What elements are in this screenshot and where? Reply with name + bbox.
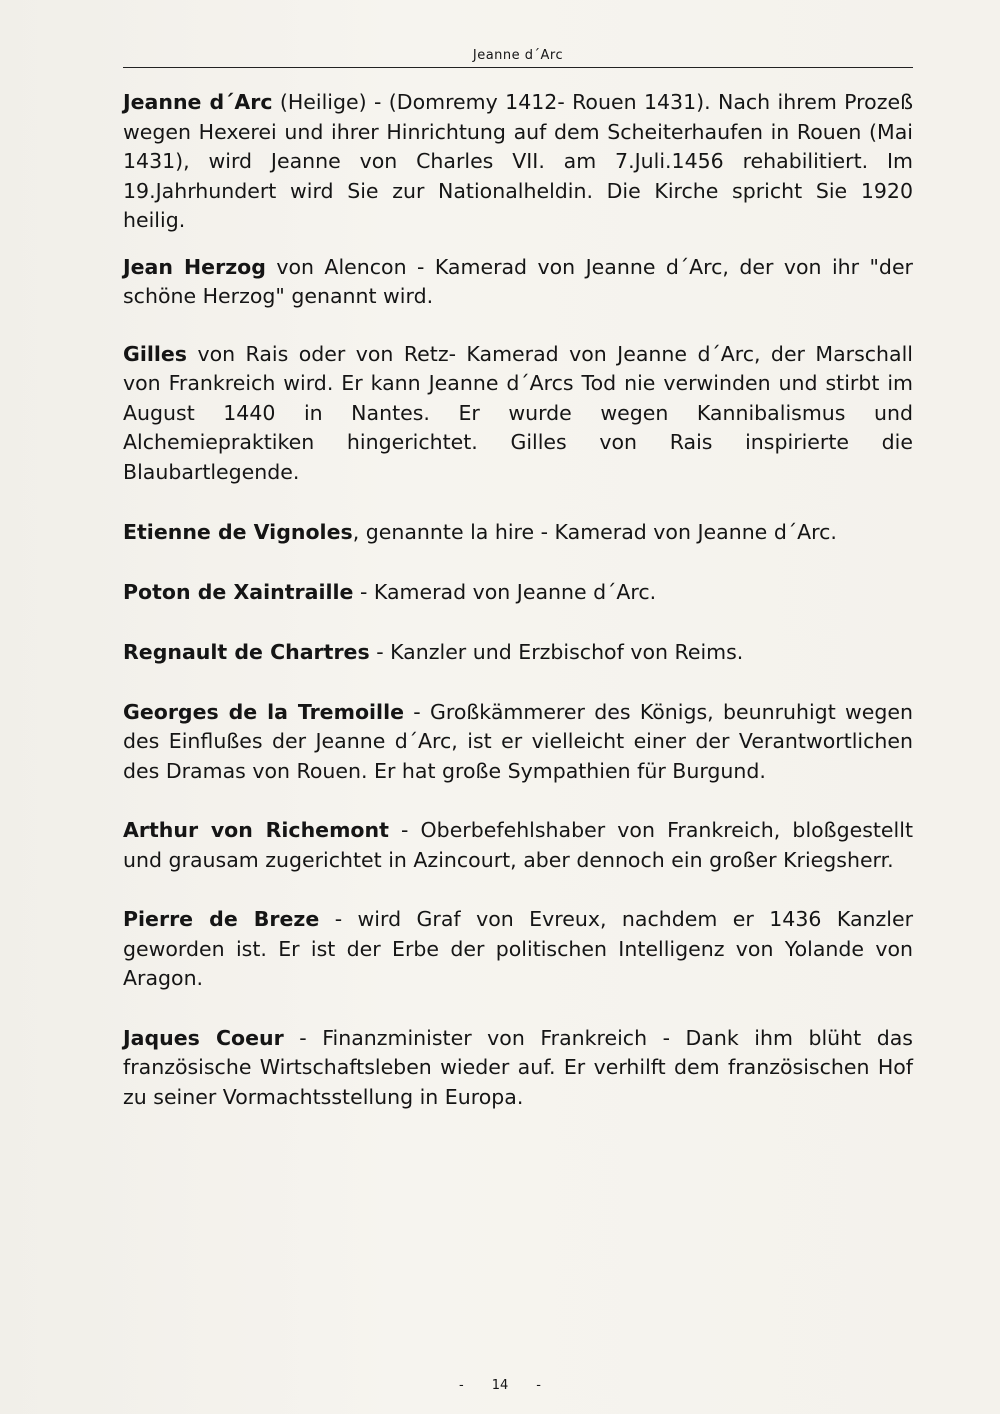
- entry-jeanne-darc: [123, 88, 913, 236]
- entry-arthur-von-richemont: [123, 816, 913, 875]
- entry-regnault-de-chartres: [123, 638, 913, 668]
- entry-gilles: [123, 340, 913, 488]
- entry-poton-de-xaintraille: [123, 578, 913, 608]
- entry-text: - Oberbefehlshaber von Frankreich, bloßgestellt und grausam zugerichtet in Azincourt, aber dennoch ein großer Kriegsherr.: [123, 818, 913, 872]
- entry-etienne-de-vignoles: [123, 518, 913, 548]
- entry-text: - wird Graf von Evreux, nachdem er 1436 Kanzler geworden ist. Er ist der Erbe der politischen Intelligenz von Yolande von Aragon.: [123, 907, 914, 990]
- entry-name: Gilles: [123, 341, 188, 366]
- entry-text: - Kamerad von Jeanne d´Arc.: [353, 579, 657, 604]
- page-number: 14: [491, 1378, 509, 1393]
- entry-text: - Finanzminister von Frankreich - Dank ihm blüht das französische Wirtschaftsleben wieder auf. Er verhilft dem französischen Hof zu seiner Vormachtsstellung in Europa.: [123, 1025, 913, 1109]
- entry-name: Georges de la Tremoille: [123, 699, 405, 724]
- entry-list: [123, 88, 913, 1112]
- entry-text: - Großkämmerer des Königs, beunruhigt wegen des Einflußes der Jeanne d´Arc, ist er vielleicht einer der Verantwortlichen des Dramas von Rouen. Er hat große Sympathien für Burgund.: [123, 699, 914, 783]
- entry-text: von Alencon - Kamerad von Jeanne d´Arc, der von ihr "der schöne Herzog" genannt wird.: [123, 254, 913, 308]
- entry-name: Jeanne d´Arc: [123, 90, 273, 114]
- footer-dash-left: -: [459, 1378, 464, 1393]
- running-header: Jeanne d´Arc: [472, 48, 564, 63]
- entry-name: Regnault de Chartres: [123, 640, 370, 664]
- entry-text: - Kanzler und Erzbischof von Reims.: [369, 640, 744, 664]
- entry-text: von Rais oder von Retz- Kamerad von Jeanne d´Arc, der Marschall von Frankreich wird. Er kann Jeanne d´Arcs Tod nie verwinden und stirbt im August 1440 in Nantes. Er wurde wegen Kannibalismus und Alchemiepraktiken hingerichtet. Gilles von Rais inspirierte die Blaubartlegende.: [123, 341, 913, 484]
- entry-text: (Heilige) - (Domremy 1412- Rouen 1431). Nach ihrem Prozeß wegen Hexerei und ihrer Hinrichtung auf dem Scheiterhaufen in Rouen (Mai 1431), wird Jeanne von Charles VII. am 7.Juli.1456 rehabilitiert. Im 19.Jahrhundert wird Sie zur Nationalheldin. Die Kirche spricht Sie 1920 heilig.: [123, 90, 913, 232]
- entry-georges-de-la-tremoille: [123, 698, 913, 787]
- entry-name: Poton de Xaintraille: [123, 579, 354, 604]
- entry-pierre-de-breze: [123, 905, 913, 994]
- entry-name: Pierre de Breze: [123, 907, 320, 931]
- header-rule: [123, 67, 913, 68]
- entry-jaques-coeur: [123, 1024, 913, 1113]
- footer-dash-right: -: [536, 1378, 541, 1393]
- page-footer: [0, 1378, 1000, 1393]
- entry-jean-herzog: [123, 253, 913, 312]
- entry-name: Jean Herzog: [123, 254, 266, 279]
- entry-name: Arthur von Richemont: [123, 818, 389, 842]
- entry-name: Jaques Coeur: [123, 1025, 284, 1050]
- entry-name: Etienne de Vignoles: [123, 520, 353, 544]
- entry-text: , genannte la hire - Kamerad von Jeanne d´Arc.: [352, 520, 837, 544]
